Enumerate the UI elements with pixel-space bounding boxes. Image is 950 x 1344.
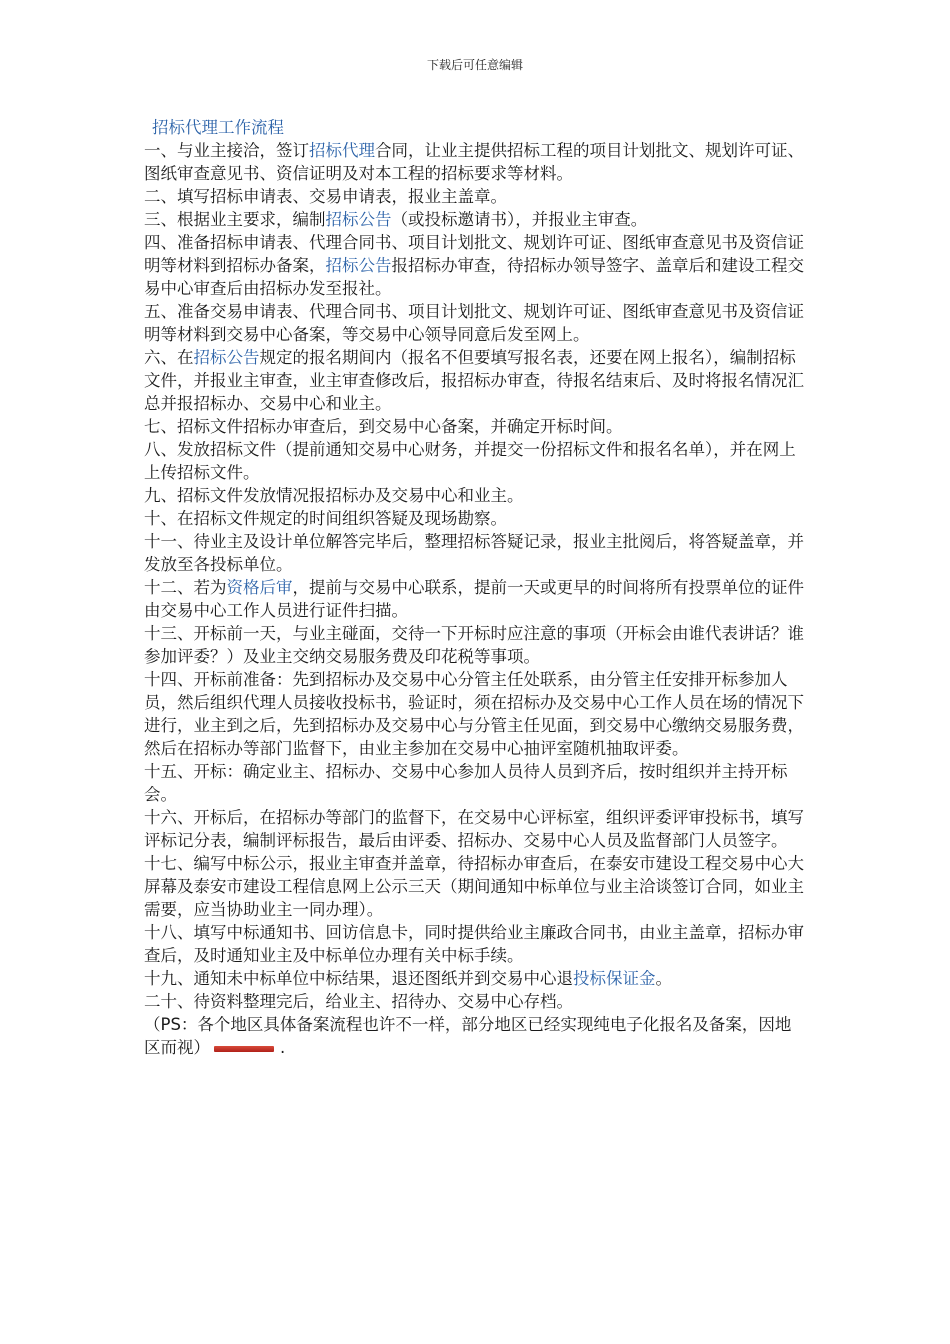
step-text: ，提前与交易中心联系，提前一天或更早的时间将所有投票单位的证件由交易中心工作人员进行证件扫描。 [144, 578, 804, 620]
step-paragraph [144, 852, 804, 921]
step-text: 十九、通知未中标单位中标结果，退还图纸并到交易中心退 [144, 969, 573, 988]
step-text: 十、在招标文件规定的时间组织答疑及现场勘察。 [144, 509, 507, 528]
step-paragraph [144, 438, 804, 484]
keyword-link[interactable]: 招标公告 [325, 256, 392, 275]
keyword-link[interactable]: 资格后审 [226, 578, 293, 597]
step-text: 五、准备交易申请表、代理合同书、项目计划批文、规划许可证、图纸审查意见书及资信证明等材料到交易中心备案，等交易中心领导同意后发至网上。 [144, 302, 804, 344]
step-text: 十六、开标后，在招标办等部门的监督下，在交易中心评标室，组织评委评审投标书，填写评标记分表，编制评标报告，最后由评委、招标办、交易中心人员及监督部门人员签字。 [144, 808, 804, 850]
step-paragraph [144, 760, 804, 806]
step-text: 十三、开标前一天，与业主碰面，交待一下开标时应注意的事项（开标会由谁代表讲话？谁参加评委？）及业主交纳交易服务费及印花税等事项。 [144, 624, 804, 666]
step-text: 报招标办审查，待招标办领导签字、盖章后和建设工程交易中心审查后由招标办发至报社。 [144, 256, 804, 298]
step-text: （或投标邀请书），并报业主审查。 [391, 210, 648, 229]
step-text: 合同，让业主提供招标工程的项目计划批文、规划许可证、图纸审查意见书、资信证明及对本工程的招标要求等材料。 [144, 141, 804, 183]
step-paragraph [144, 300, 804, 346]
step-paragraph [144, 185, 804, 208]
step-paragraph [144, 139, 804, 185]
step-text: 二十、待资料整理完后，给业主、招待办、交易中心存档。 [144, 992, 573, 1011]
step-text: 十八、填写中标通知书、回访信息卡，同时提供给业主廉政合同书，由业主盖章，招标办审查后，及时通知业主及中标单位办理有关中标手续。 [144, 923, 804, 965]
step-paragraph [144, 346, 804, 415]
page-header: 下载后可任意编辑 [426, 58, 523, 72]
step-paragraph [144, 622, 804, 668]
keyword-link[interactable]: 招标公告 [325, 210, 392, 229]
step-paragraph [144, 484, 804, 507]
step-paragraph [144, 967, 804, 990]
step-text: 规定的报名期间内（报名不但要填写报名表，还要在网上报名），编制招标文件，并报业主审查，业主审查修改后，报招标办审查，待报名结束后、及时将报名情况汇总并报招标办、交易中心和业主。 [144, 348, 804, 413]
step-paragraph [144, 921, 804, 967]
step-text: 十五、开标：确定业主、招标办、交易中心参加人员待人员到齐后，按时组织并主持开标会。 [144, 762, 788, 804]
step-text: 四、准备招标申请表、代理合同书、项目计划批文、规划许可证、图纸审查意见书及资信证明等材料到招标办备案， [144, 233, 804, 275]
step-list [144, 139, 804, 1013]
step-paragraph [144, 530, 804, 576]
step-paragraph [144, 415, 804, 438]
step-text: 九、招标文件发放情况报招标办及交易中心和业主。 [144, 486, 524, 505]
keyword-link[interactable]: 投标保证金 [573, 969, 656, 988]
step-text: 一、与业主接洽，签订 [144, 141, 309, 160]
step-paragraph [144, 668, 804, 760]
step-paragraph [144, 990, 804, 1013]
step-paragraph [144, 806, 804, 852]
step-text: 七、招标文件招标办审查后，到交易中心备案，并确定开标时间。 [144, 417, 623, 436]
step-text: 三、根据业主要求，编制 [144, 210, 326, 229]
step-paragraph [144, 507, 804, 530]
keyword-link[interactable]: 招标代理 [309, 141, 375, 160]
step-text: 八、发放招标文件（提前通知交易中心财务，并提交一份招标文件和报名名单），并在网上上传招标文件。 [144, 440, 796, 482]
step-text: 十一、待业主及设计单位解答完毕后，整理招标答疑记录，报业主批阅后，将答疑盖章，并发放至各投标单位。 [144, 532, 804, 574]
step-text: 二、填写招标申请表、交易申请表，报业主盖章。 [144, 187, 507, 206]
step-text: 十二、若为 [144, 578, 227, 597]
step-text: 。 [655, 969, 672, 988]
redaction-mark [214, 1046, 274, 1052]
step-text: 六、在 [144, 348, 194, 367]
step-paragraph [144, 208, 804, 231]
step-text: 十七、编写中标公示，报业主审查并盖章，待招标办审查后，在泰安市建设工程交易中心大屏幕及泰安市建设工程信息网上公示三天（期间通知中标单位与业主洽谈签订合同，如业主需要，应当协助业主一同办理）。 [144, 854, 804, 919]
document-body [144, 116, 804, 1059]
footnote-text: （PS：各个地区具体备案流程也许不一样，部分地区已经实现纯电子化报名及备案，因地区而视） [144, 1015, 792, 1057]
keyword-link[interactable]: 招标公告 [193, 348, 260, 367]
step-text: 十四、开标前准备：先到招标办及交易中心分管主任处联系，由分管主任安排开标参加人员，然后组织代理人员接收投标书，验证时，须在招标办及交易中心工作人员在场的情况下进行，业主到之后，先到招标办及交易中心与分管主任见面，到交易中心缴纳交易服务费，然后在招标办等部门监督下，由业主参加在交易中心抽评室随机抽取评委。 [144, 670, 804, 758]
step-paragraph [144, 231, 804, 300]
step-paragraph [144, 576, 804, 622]
footnote-trailing: . [280, 1038, 286, 1057]
footnote [144, 1013, 804, 1059]
document-title: 招标代理工作流程 [152, 118, 284, 137]
